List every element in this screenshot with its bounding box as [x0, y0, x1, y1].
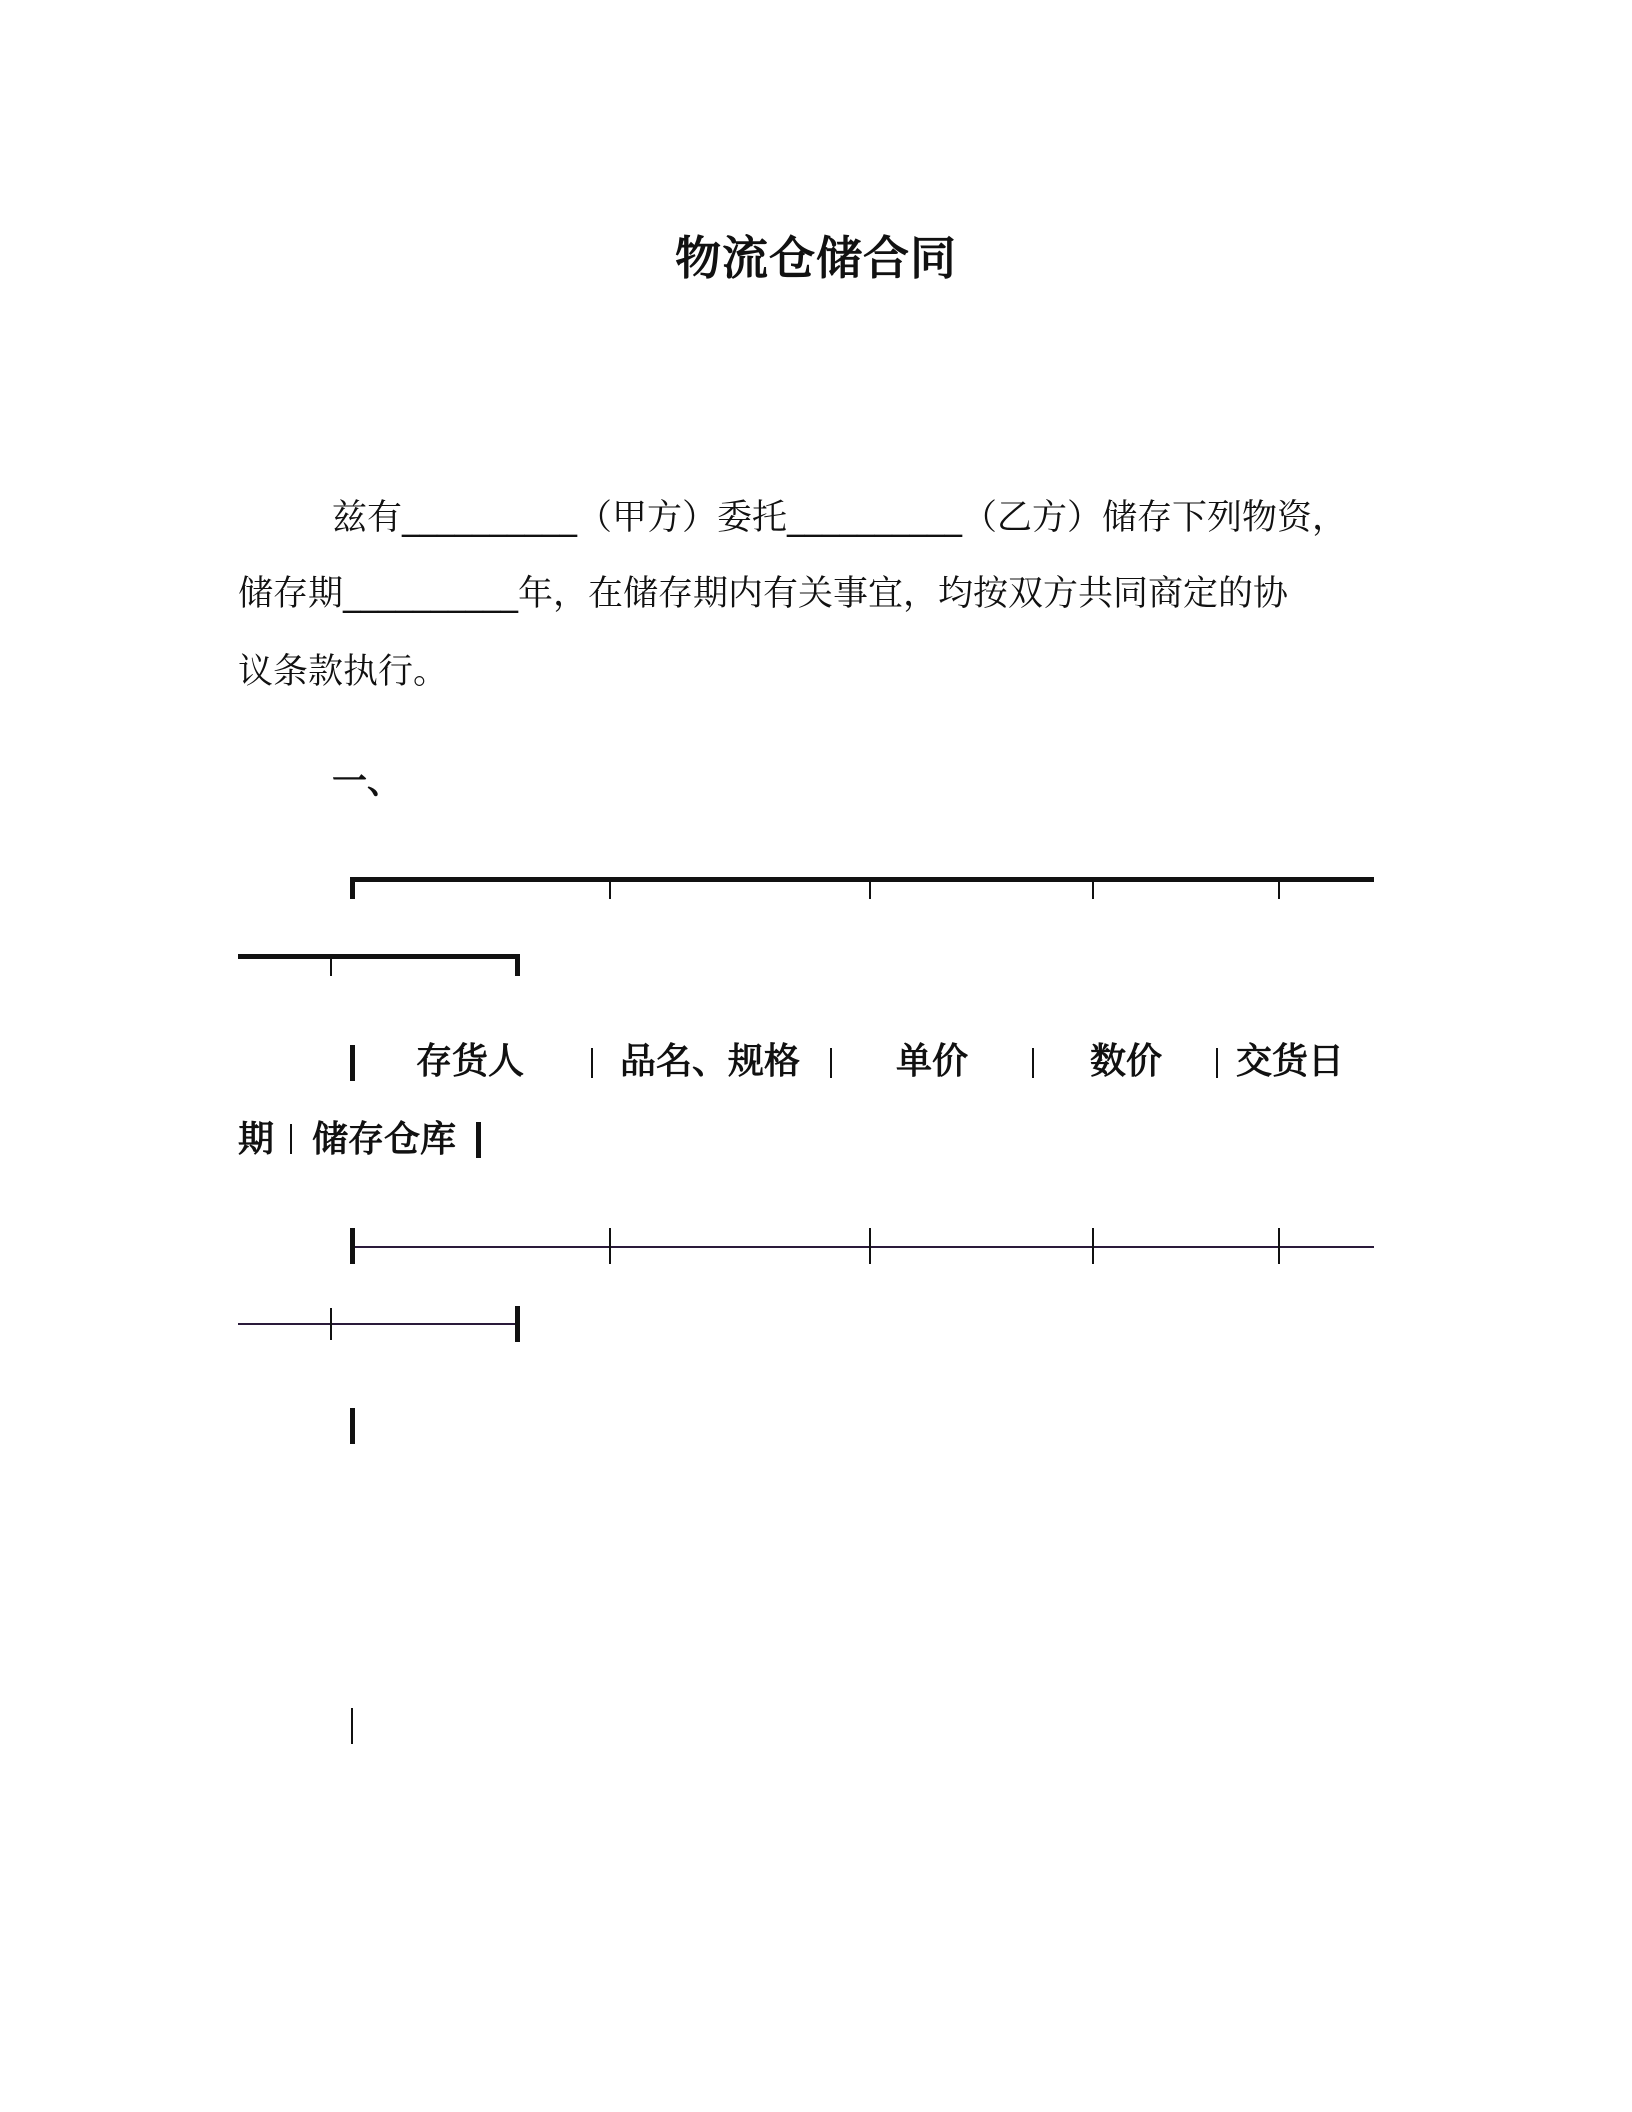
intro-line-2: 储存期__________年，在储存期内有关事宜，均按双方共同商定的协 [238, 574, 1289, 614]
intro-line-3: 议条款执行。 [238, 652, 449, 692]
table-body-left-border [350, 1408, 355, 1444]
section-heading-1: 一、 [332, 762, 403, 802]
header-cell-quantity: 数价 [1090, 1041, 1163, 1082]
header-cell-product: 品名、规格 [620, 1041, 801, 1082]
document-title: 物流仓储合同 [675, 231, 957, 285]
header-cell-unit-price: 单价 [896, 1041, 969, 1082]
header-cell-delivery-date: 交货日 [1236, 1041, 1345, 1082]
header-cell-delivery-date-cont: 期 [238, 1119, 275, 1160]
intro-line-1: 兹有__________（甲方）委托__________（乙方）储存下列物资， [332, 498, 1348, 538]
header-cell-warehouse: 储存仓库 [312, 1119, 457, 1160]
header-cell-depositor: 存货人 [416, 1041, 525, 1082]
table-body-left-border-lower [351, 1708, 353, 1744]
